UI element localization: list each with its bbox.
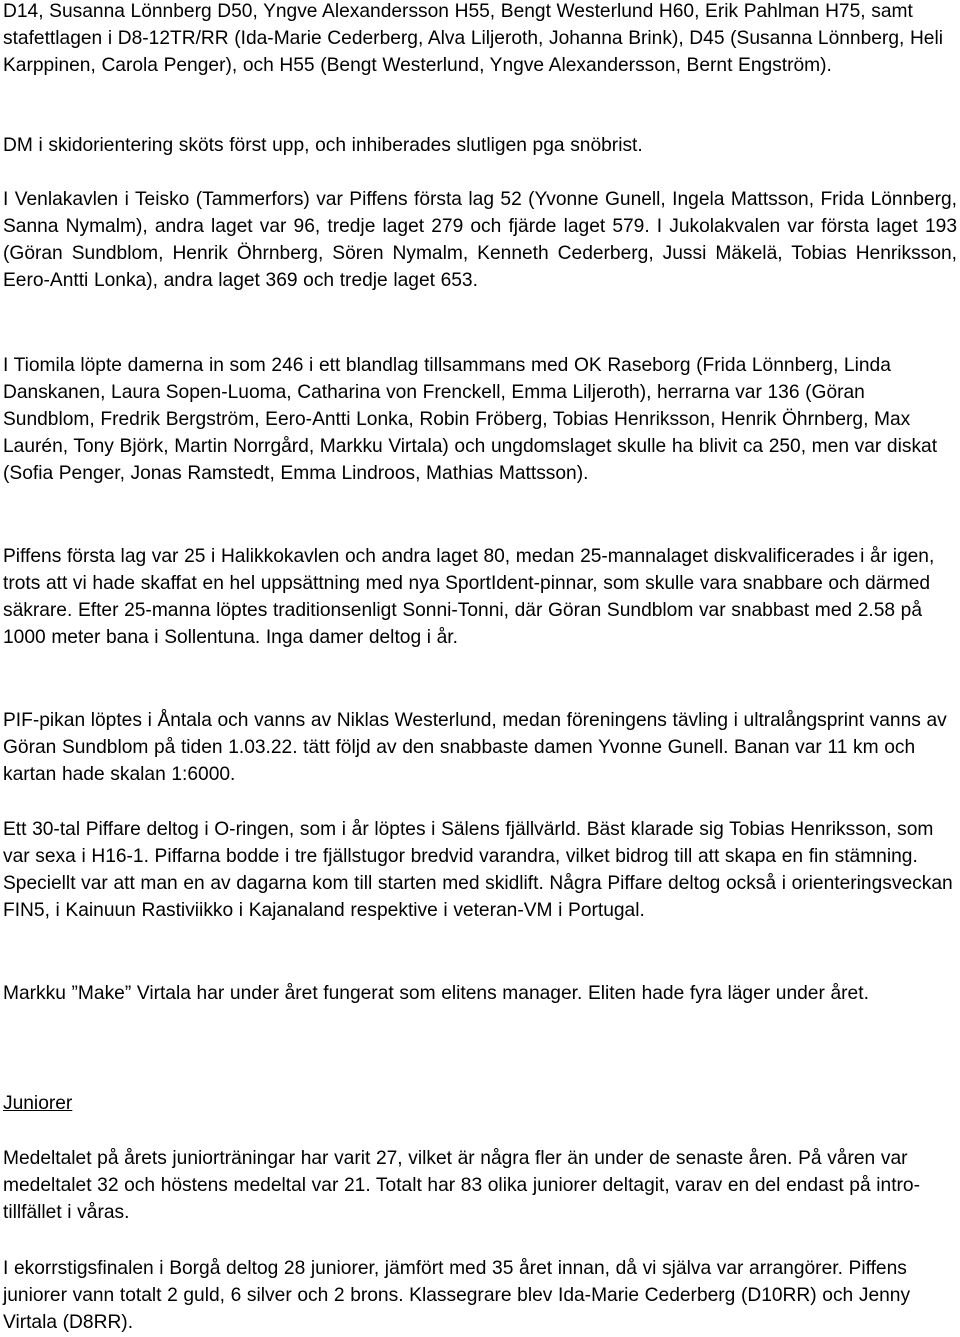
paragraph-o-ringen: Ett 30-tal Piffare deltog i O-ringen, som i år löptes i Sälens fjällvärld. Bäst klarade sig Tobias Henriksson, som var sexa i H16-1. Piffarna bodde i tre fjällstugor bredvid varandra, vilket bidrog till att skapa en fin stämning. Speciellt var att man en av dagarna kom till starten med skidlift. Några Piffare deltog också i orienteringsveckan FIN5, i Kainuun Rastiviikko i Kajanaland respektive i veteran-VM i Portugal.	[3, 819, 953, 921]
paragraph-elite-manager: Markku ”Make” Virtala har under året fungerat som elitens manager. Eliten hade fyra läger under året.	[3, 983, 869, 1004]
paragraph-ski-orienteering: DM i skidorientering sköts först upp, och inhiberades slutligen pga snöbrist.	[3, 135, 643, 156]
paragraph-halikko-relay: Piffens första lag var 25 i Halikkokavlen och andra laget 80, medan 25-mannalaget diskvalificerades i år igen, trots att vi hade skaffat en hel uppsättning med nya SportIdent-pinnar, som skulle vara snabbare och därmed säkrare. Efter 25-manna löptes traditionsenligt Sonni-Tonni, där Göran Sundblom var snabbast med 2.58 på 1000 meter bana i Sollentuna. Inga damer deltog i år.	[3, 546, 935, 648]
paragraph-tiomila: I Tiomila löpte damerna in som 246 i ett blandlag tillsammans med OK Raseborg (Frida Lönnberg, Linda Danskanen, Laura Sopen-Luoma, Catharina von Frenckell, Emma Liljeroth), herrarna var 136 (Göran Sundblom, Fredrik Bergström, Eero-Antti Lonka, Robin Fröberg, Tobias Henriksson, Henrik Öhrnberg, Max Laurén, Tony Björk, Martin Norrgård, Markku Virtala) och ungdomslaget skulle ha blivit ca 250, men var diskat (Sofia Penger, Jonas Ramstedt, Emma Lindroos, Mathias Mattsson).	[3, 355, 938, 484]
paragraph-results-championship: D14, Susanna Lönnberg D50, Yngve Alexandersson H55, Bengt Westerlund H60, Erik Pahlman H75, samt stafettlagen i D8-12TR/RR (Ida-Marie Cederberg, Alva Liljeroth, Johanna Brink), D45 (Susanna Lönnberg, Heli Karppinen, Carola Penger), och H55 (Bengt Westerlund, Yngve Alexandersson, Bernt Engström).	[3, 1, 944, 76]
section-heading-juniors: Juniorer	[3, 1093, 73, 1114]
paragraph-junior-training: Medeltalet på årets juniorträningar har varit 27, vilket är några fler än under de senaste åren. På våren var medeltalet 32 och höstens medeltal var 21. Totalt har 83 olika juniorer deltagit, varav en del endast på intro-tillfället i våras.	[3, 1148, 920, 1223]
paragraph-pif-pikan: PIF-pikan löptes i Åntala och vanns av Niklas Westerlund, medan föreningens tävling i ultralångsprint vanns av Göran Sundblom på tiden 1.03.22. tätt följd av den snabbaste damen Yvonne Gunell. Banan var 11 km och kartan hade skalan 1:6000.	[3, 710, 947, 785]
paragraph-venla-jukola: I Venlakavlen i Teisko (Tammerfors) var Piffens första lag 52 (Yvonne Gunell, Ingela Mattsson, Frida Lönnberg, Sanna Nymalm), andra laget var 96, tredje laget 279 och fjärde laget 579. I Jukolakvalen var första laget 193 (Göran Sundblom, Henrik Öhrnberg, Sören Nymalm, Kenneth Cederberg, Jussi Mäkelä, Tobias Henriksson, Eero-Antti Lonka), andra laget 369 och tredje laget 653.	[3, 189, 957, 291]
paragraph-squirrel-trail-final: I ekorrstigsfinalen i Borgå deltog 28 juniorer, jämfört med 35 året innan, då vi själva var arrangörer. Piffens juniorer vann totalt 2 guld, 6 silver och 2 brons. Klassegrare blev Ida-Marie Cederberg (D10RR) och Jenny Virtala (D8RR).	[3, 1258, 911, 1333]
